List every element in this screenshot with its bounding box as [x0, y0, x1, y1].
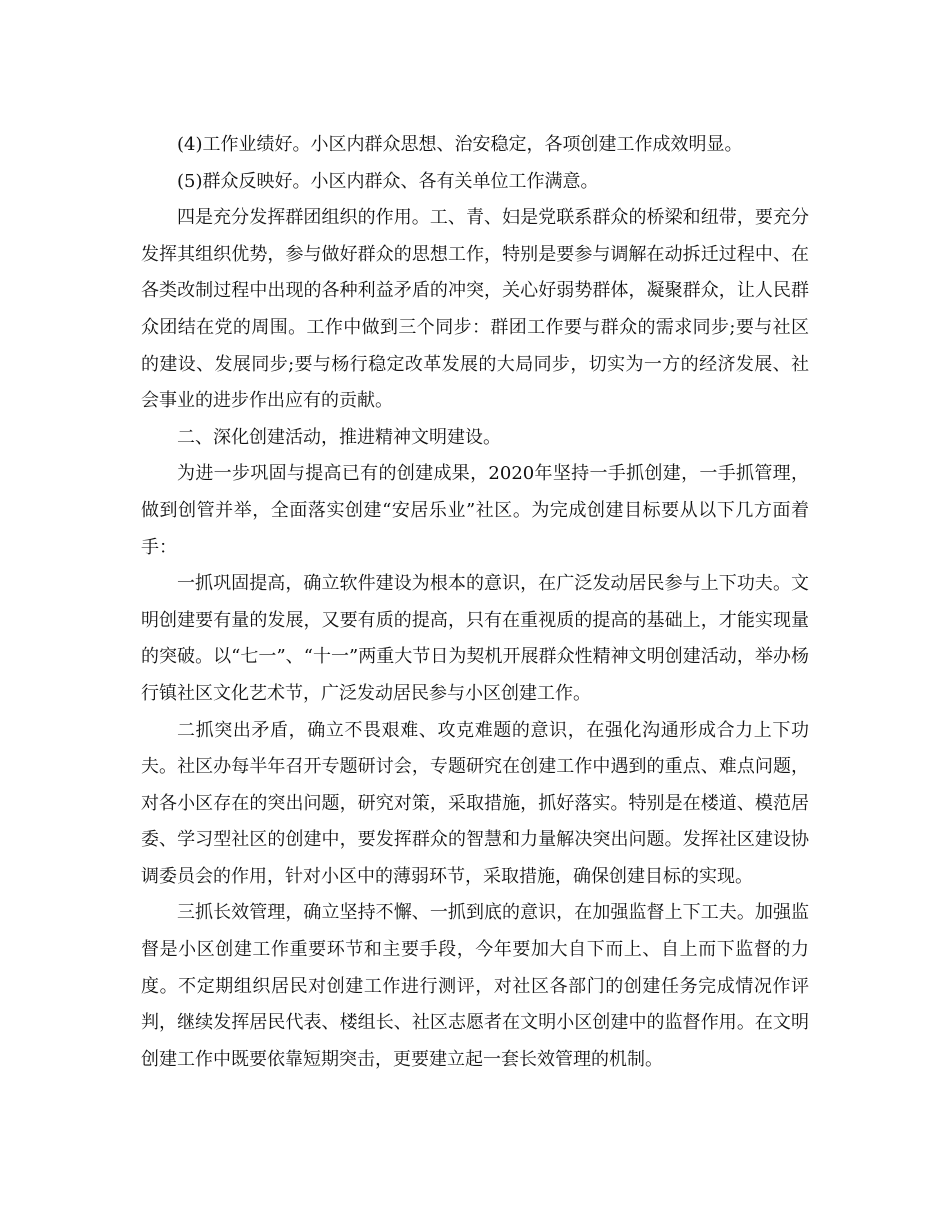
- section-heading-deepen-creation: 二、深化创建活动，推进精神文明建设。: [177, 426, 501, 448]
- paragraph-consolidate-results: 为进一步巩固与提高已有的创建成果，2020年坚持一手抓创建，一手抓管理，做到创管并举，全面落实创建“安居乐业”社区。为完成创建目标要从以下几方面着手：: [141, 463, 809, 558]
- paragraph-item-5: (5)群众反映好。小区内群众、各有关单位工作满意。: [177, 170, 599, 192]
- paragraph-first-point: 一抓巩固提高，确立软件建设为根本的意识，在广泛发动居民参与上下功夫。文明创建要有量的发展，又要有质的提高，只有在重视质的提高的基础上，才能实现量的突破。以“七一”、“十一”两重大节日为契机开展群众性精神文明创建活动，举办杨行镇社区文化艺术节，广泛发动居民参与小区创建工作。: [141, 573, 809, 704]
- paragraph-mass-organizations: 四是充分发挥群团组织的作用。工、青、妇是党联系群众的桥梁和纽带，要充分发挥其组织优势，参与做好群众的思想工作，特别是要参与调解在动拆迁过程中、在各类改制过程中出现的各种利益矛盾的冲突，关心好弱势群体，凝聚群众，让人民群众团结在党的周围。工作中做到三个同步：群团工作要与群众的需求同步;要与社区的建设、发展同步;要与杨行稳定改革发展的大局同步，切实为一方的经济发展、社会事业的进步作出应有的贡献。: [141, 207, 809, 412]
- paragraph-item-4: (4)工作业绩好。小区内群众思想、治安稳定，各项创建工作成效明显。: [177, 134, 743, 155]
- document-body: [141, 127, 809, 1078]
- paragraph-second-point: 二抓突出矛盾，确立不畏艰难、攻克难题的意识，在强化沟通形成合力上下功夫。社区办每半年召开专题研讨会，专题研究在创建工作中遇到的重点、难点问题，对各小区存在的突出问题，研究对策，采取措施，抓好落实。特别是在楼道、模范居委、学习型社区的创建中，要发挥群众的智慧和力量解决突出问题。发挥社区建设协调委员会的作用，针对小区中的薄弱环节，采取措施，确保创建目标的实现。: [141, 719, 809, 887]
- paragraph-third-point: 三抓长效管理，确立坚持不懈、一抓到底的意识，在加强监督上下工夫。加强监督是小区创建工作重要环节和主要手段，今年要加大自下而上、自上而下监督的力度。不定期组织居民对创建工作进行测评，对社区各部门的创建任务完成情况作评判，继续发挥居民代表、楼组长、社区志愿者在文明小区创建中的监督作用。在文明创建工作中既要依靠短期突击，更要建立起一套长效管理的机制。: [141, 902, 809, 1070]
